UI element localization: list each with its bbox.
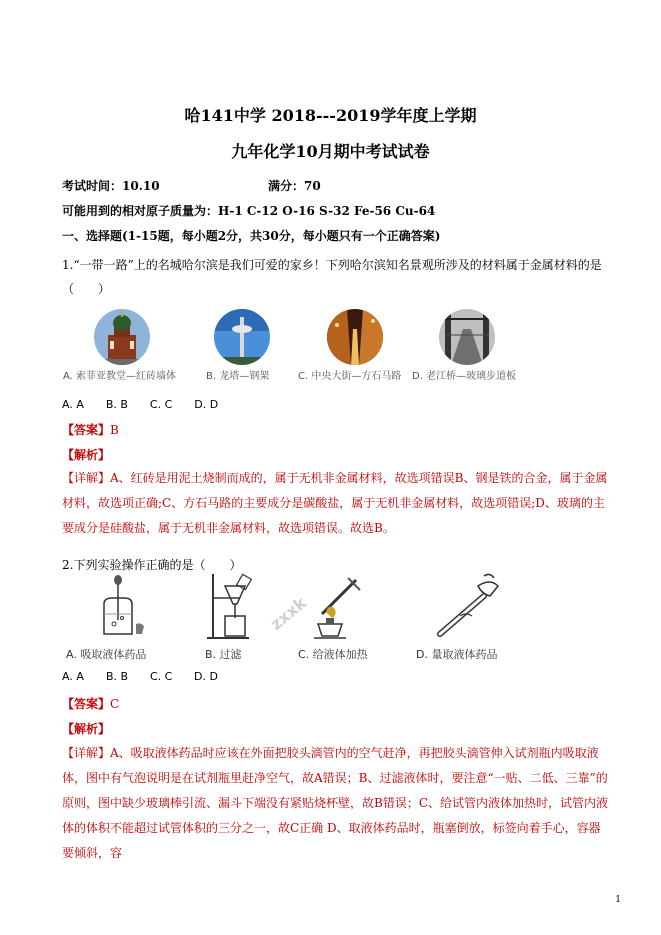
cylinder-apparatus	[430, 572, 506, 644]
full-score: 满分：70	[268, 179, 321, 193]
q2-caption-b: B. 过滤	[205, 648, 242, 661]
atomic-masses: 可能用到的相对原子质量为：H-1 C-12 O-16 S-32 Fe-56 Cu-64	[62, 204, 436, 218]
q1-caption-b: B. 龙塔—钢架	[206, 371, 270, 382]
q2-stem: 2.下列实验操作正确的是（ ）	[62, 558, 242, 572]
sophia-church-photo	[94, 309, 150, 365]
q2-detail: 【详解】A、吸取液体药品时应该在外面把胶头滴管内的空气赶净，再把胶头滴管伸入试剂瓶内吸取液体，图中有气泡说明是在试剂瓶里赶净空气，故A错误；B、过滤液体时，要注意“一贴、二低、三靠”的原则，图中缺少玻璃棒引流、漏斗下端没有紧贴烧杯壁，故B错误；C、给试管内液体加热时，试管内液体的体积不能超过试管体积的三分之一，故C正确 D、取液体药品时，瓶塞倒放，标签向着手心，容器要倾斜，容	[62, 746, 609, 860]
q1-caption-a: A. 索菲亚教堂—红砖墙体	[63, 371, 177, 382]
filtration-apparatus	[205, 572, 265, 644]
heating-apparatus	[304, 574, 374, 644]
q2-option-d: D. D	[194, 670, 218, 683]
exam-time: 考试时间：10.10	[62, 179, 160, 193]
q1-stem: 1.“一带一路”上的名城哈尔滨是我们可爱的家乡！下列哈尔滨知名景观所涉及的材料属于金属材料的是	[62, 258, 602, 272]
title-line-1: 哈141中学 2018---2019学年度上学期	[184, 106, 477, 125]
q1-answer: B	[110, 423, 119, 437]
q2-caption-a: A. 吸取液体药品	[66, 648, 147, 661]
q2-answer: C	[110, 697, 120, 711]
q1-caption-d: D. 老江桥—玻璃步道板	[412, 371, 517, 382]
watermark: zxxk	[266, 593, 310, 634]
q1-analysis-label: 【解析】	[62, 448, 111, 462]
q1-answer-line	[62, 421, 119, 438]
central-street-photo	[327, 309, 383, 365]
q2-option-c: C. C	[150, 670, 173, 683]
q2-caption-d: D. 量取液体药品	[416, 648, 498, 661]
q2-answer-label: 【答案】	[62, 697, 111, 711]
q2-option-a: A. A	[62, 670, 84, 683]
dropper-apparatus	[84, 574, 154, 642]
q1-paren: （ ）	[62, 282, 111, 296]
q2-option-b: B. B	[106, 670, 129, 683]
q1-caption-c: C. 中央大街—方石马路	[298, 371, 402, 382]
q2-caption-c: C. 给液体加热	[298, 648, 368, 661]
section-heading: 一、选择题(1-15题，每小题2分，共30分，每小题只有一个正确答案)	[62, 229, 441, 243]
dragon-tower-photo	[214, 309, 270, 365]
q1-answer-label: 【答案】	[62, 423, 111, 437]
title-line-2: 九年化学10月期中考试试卷	[231, 142, 430, 161]
q2-analysis-label: 【解析】	[62, 722, 111, 736]
q2-options	[62, 670, 218, 683]
q1-detail: 【详解】A、红砖是用泥土烧制而成的，属于无机非金属材料，故选项错误B、钢是铁的合金，属于金属材料，故选项正确;C、方石马路的主要成分是碳酸盐，属于无机非金属材料，故选项错误;D、玻璃的主要成分是硅酸盐，属于无机非金属材料，故选项错误。故选B。	[62, 471, 608, 535]
q2-answer-line	[62, 695, 119, 712]
q1-options: A. A B. B C. C D. D	[62, 398, 219, 411]
page-number: 1	[615, 895, 621, 905]
old-bridge-photo	[439, 309, 495, 365]
